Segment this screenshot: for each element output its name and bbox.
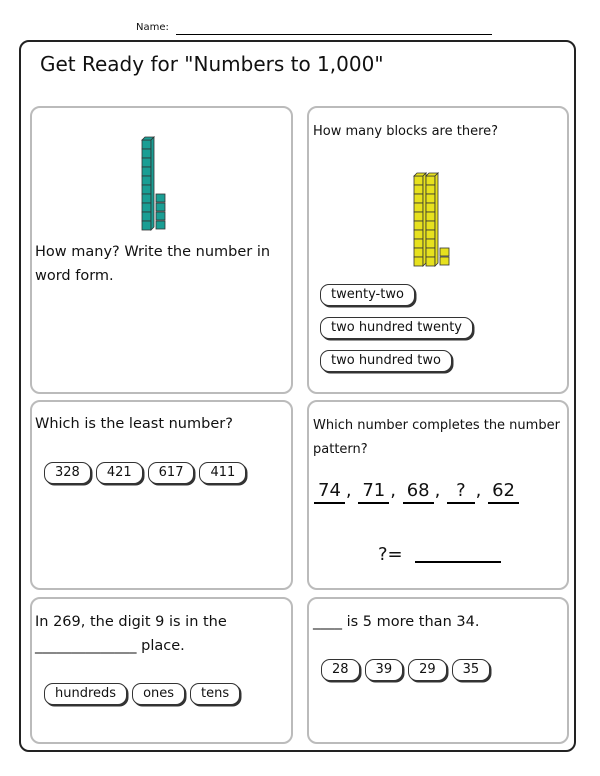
number-pattern: 74 , 71 , 68 , ? , 62 [313, 480, 520, 504]
q6-option-28[interactable]: 28 [321, 659, 360, 681]
q5-options [44, 682, 245, 705]
name-label: Name: [136, 22, 169, 33]
q5-option-hundreds[interactable]: hundreds [44, 683, 127, 705]
ones-cube [440, 248, 449, 256]
q2-option-two-hundred-two[interactable]: two hundred two [320, 350, 452, 372]
q4-answer-row [378, 544, 501, 565]
q6-option-29[interactable]: 29 [408, 659, 447, 681]
q6-option-35[interactable]: 35 [452, 659, 491, 681]
q3-option-617[interactable]: 617 [148, 462, 195, 484]
q3-option-328[interactable]: 328 [44, 462, 91, 484]
q6-options [321, 658, 495, 681]
q1-prompt: How many? Write the number in word form. [35, 244, 271, 284]
q5-option-tens[interactable]: tens [190, 683, 240, 705]
q2-option-two-hundred-twenty[interactable]: two hundred twenty [320, 317, 473, 339]
q3-prompt: Which is the least number? [35, 416, 233, 432]
q2-prompt: How many blocks are there? [313, 124, 499, 139]
ones-cube [156, 203, 165, 211]
q6-prompt: ____ is 5 more than 34. [313, 614, 480, 630]
pattern-term-missing: ? [447, 480, 475, 504]
ones-cube [156, 212, 165, 220]
q3-option-421[interactable]: 421 [96, 462, 143, 484]
q4-prompt: Which number completes the number pattern? [313, 418, 560, 457]
pattern-term-1: 74 [314, 480, 345, 504]
q2-option-twenty-two[interactable]: twenty-two [320, 284, 415, 306]
q3-option-411[interactable]: 411 [199, 462, 246, 484]
q5-option-ones[interactable]: ones [132, 683, 185, 705]
worksheet-title: Get Ready for "Numbers to 1,000" [40, 52, 384, 76]
ones-cube [156, 194, 165, 202]
ones-cube [156, 221, 165, 229]
name-line[interactable] [176, 34, 492, 35]
q4-answer-line[interactable] [415, 561, 501, 563]
pattern-term-5: 62 [488, 480, 519, 504]
ones-cube [440, 257, 449, 265]
q4-answer-label: ?= [378, 544, 403, 565]
tens-rod [414, 173, 426, 266]
q6-option-39[interactable]: 39 [365, 659, 404, 681]
base-ten-blocks-q2 [412, 172, 472, 272]
base-ten-blocks-q1 [140, 136, 220, 236]
q2-options [320, 284, 478, 383]
tens-rod [142, 137, 154, 230]
q5-prompt [35, 610, 227, 658]
pattern-term-3: 68 [403, 480, 434, 504]
q3-options [44, 461, 251, 484]
q5-prompt-line-1: In 269, the digit 9 is in the [35, 614, 227, 630]
tens-rod [426, 173, 438, 266]
pattern-term-2: 71 [358, 480, 389, 504]
q5-prompt-line-2: ______________ place. [35, 638, 185, 654]
